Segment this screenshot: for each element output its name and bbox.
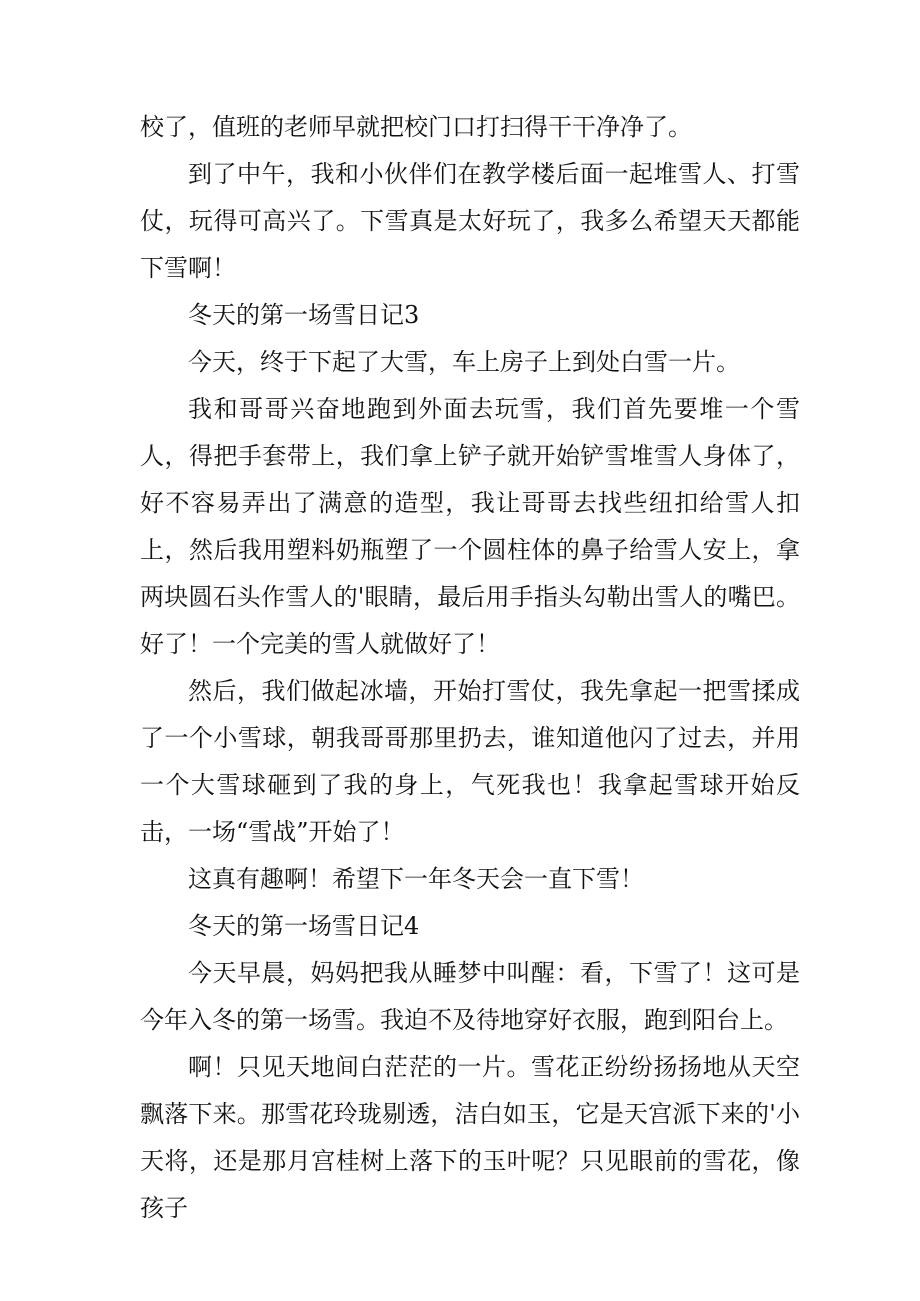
paragraph-continuation: 校了，值班的老师早就把校门口打扫得干干净净了。 [140,113,692,141]
section-heading-diary-3: 冬天的第一场雪日记3 [188,301,420,329]
diary-text [140,104,800,1232]
paragraph-wish: 这真有趣啊！希望下一年冬天会一直下雪！ [188,865,644,893]
paragraph-noon-play: 到了中午，我和小伙伴们在教学楼后面一起堆雪人、打雪仗，玩得可高兴了。下雪真是太好玩了，我多么希望天天都能下雪啊！ [140,160,800,282]
paragraph-morning: 今天早晨，妈妈把我从睡梦中叫醒：看，下雪了！这可是今年入冬的第一场雪。我迫不及待地穿好衣服，跑到阳台上。 [140,959,800,1034]
paragraph-snowflakes: 啊！只见天地间白茫茫的一片。雪花正纷纷扬扬地从天空飘落下来。那雪花玲珑剔透，洁白如玉，它是天宫派下来的'小天将，还是那月宫桂树上落下的玉叶呢？只见眼前的雪花，像孩子 [140,1053,800,1222]
paragraph-snowman: 我和哥哥兴奋地跑到外面去玩雪，我们首先要堆一个雪人，得把手套带上，我们拿上铲子就开始铲雪堆雪人身体了，好不容易弄出了满意的造型，我让哥哥去找些纽扣给雪人扣上，然后我用塑料奶瓶塑了一个圆柱体的鼻子给雪人安上，拿两块圆石头作雪人的'眼睛，最后用手指头勾勒出雪人的嘴巴。好了！一个完美的雪人就做好了！ [140,395,800,658]
paragraph-snowball-fight: 然后，我们做起冰墙，开始打雪仗，我先拿起一把雪揉成了一个小雪球，朝我哥哥那里扔去，谁知道他闪了过去，并用一个大雪球砸到了我的身上，气死我也！我拿起雪球开始反击，一场“雪战”开始了！ [140,677,800,846]
section-heading-diary-4: 冬天的第一场雪日记4 [188,912,420,940]
paragraph-heavy-snow: 今天，终于下起了大雪，车上房子上到处白雪一片。 [188,348,740,376]
